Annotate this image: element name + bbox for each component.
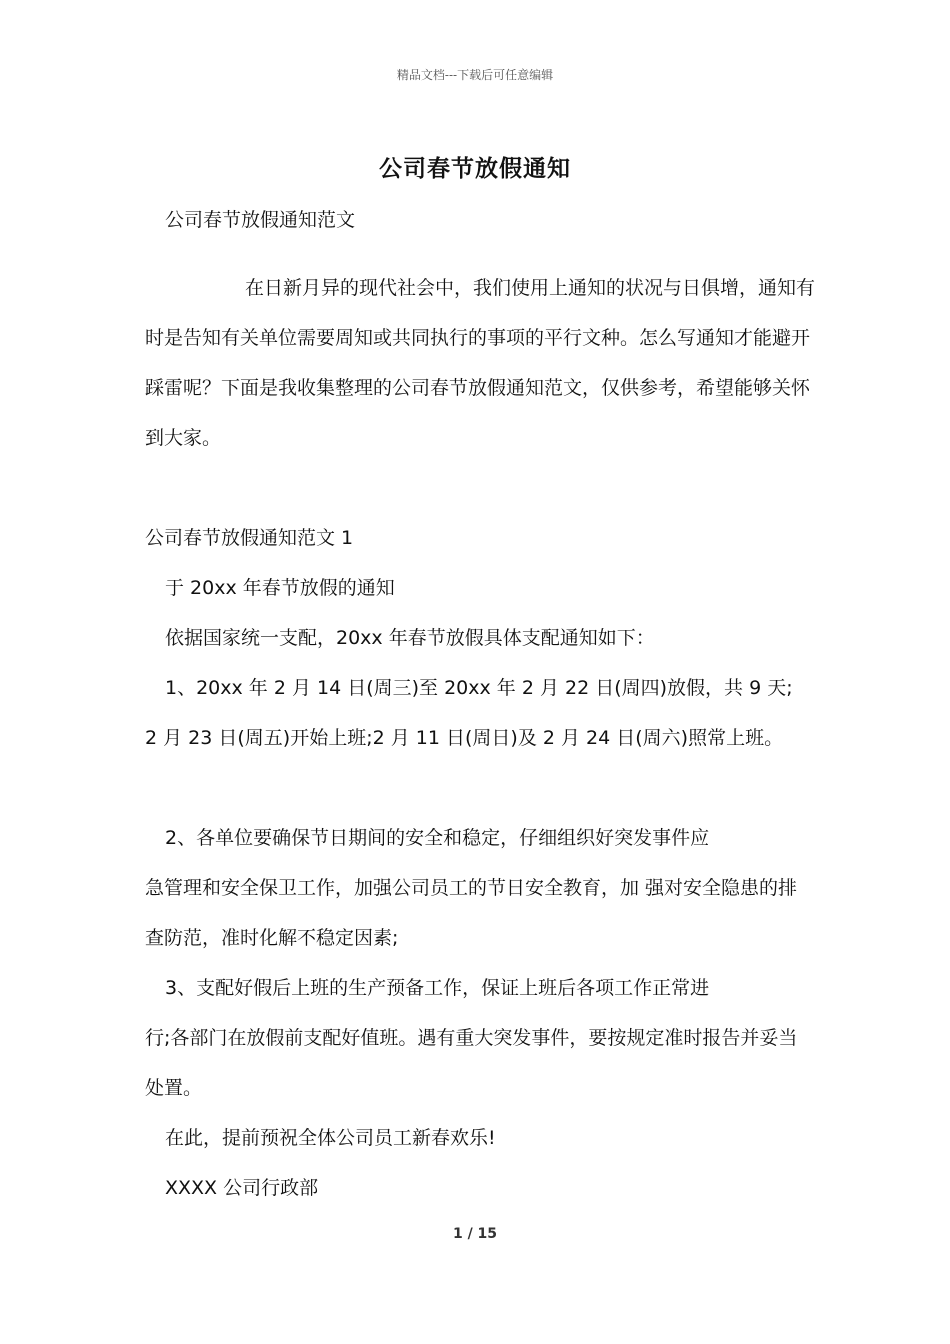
signature: XXXX 公司行政部 [165, 1177, 319, 1199]
notice-title: 于 20xx 年春节放假的通知 [165, 577, 395, 599]
spacer [145, 763, 815, 813]
spacer [145, 463, 815, 513]
closing-line: 在此，提前预祝全体公司员工新春欢乐! [165, 1127, 496, 1149]
document-subtitle: 公司春节放假通知范文 [165, 209, 356, 231]
notice-item-1-continued: 2 月 23 日(周五)开始上班;2 月 11 日(周日)及 2 月 24 日(周六)照常上班。 [145, 727, 784, 749]
notice-lead: 依据国家统一支配，20xx 年春节放假具体支配通知如下： [165, 627, 655, 649]
document-title: 公司春节放假通知 [379, 155, 571, 182]
notice-item-3-first-line: 3、支配好假后上班的生产预备工作，保证上班后各项工作正常进 [165, 977, 710, 999]
page-indicator: 1 / 15 [452, 1226, 498, 1242]
section-heading: 公司春节放假通知范文 1 [145, 527, 354, 549]
spacer [145, 245, 815, 263]
document-body [145, 195, 815, 1213]
intro-paragraph: 在日新月异的现代社会中，我们使用上通知的状况与日俱增，通知有时是告知有关单位需要周知或共同执行的事项的平行文种。怎么写通知才能避开踩雷呢？下面是我收集整理的公司春节放假通知范文，仅供参考，希望能够关怀到大家。 [145, 277, 816, 449]
notice-item-2-first-line: 2、各单位要确保节日期间的安全和稳定，仔细组织好突发事件应 [165, 827, 710, 849]
notice-item-2-rest: 急管理和安全保卫工作，加强公司员工的节日安全教育，加 强对安全隐患的排查防范，准时化解不稳定因素; [145, 877, 798, 949]
notice-item-3-rest: 行;各部门在放假前支配好值班。遇有重大突发事件，要按规定准时报告并妥当处置。 [145, 1027, 798, 1099]
notice-item-1: 1、20xx 年 2 月 14 日(周三)至 20xx 年 2 月 22 日(周四)放假，共 9 天; [165, 677, 793, 699]
page-header: 精品文档---下载后可任意编辑 [396, 68, 554, 82]
